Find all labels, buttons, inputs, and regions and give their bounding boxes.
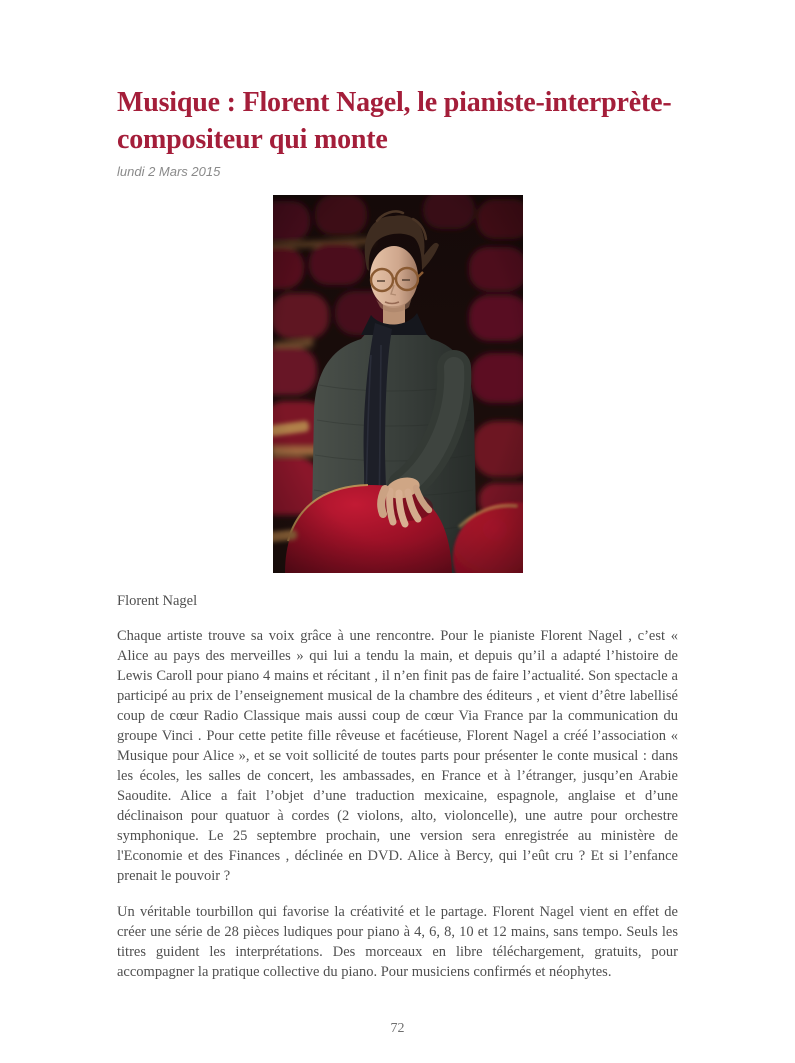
photo-vignette	[273, 195, 523, 573]
article-title: Musique : Florent Nagel, le pianiste-interprète-compositeur qui monte	[117, 87, 672, 155]
article-paragraph-1: Chaque artiste trouve sa voix grâce à une rencontre. Pour le pianiste Florent Nagel , c’est « Alice au pays des merveilles » qui lui a tendu la main, et depuis qu’il a adapté l’histoire de Lewis Caroll pour piano 4 mains et récitant , il n’en finit pas de faire l’actualité. Son spectacle a participé au prix de l’enseignement musical de la chambre des éditeurs , et vient d’être labellisé coup de cœur Radio Classique mais aussi coup de cœur Via France par la communication du groupe Vinci . Pour cette petite fille rêveuse et facétieuse, Florent Nagel a créé l’association « Musique pour Alice », et se voit sollicité de toutes parts pour présenter le conte musical : dans les écoles, les salles de concert, les ambassades, en France et à l’étranger, jusqu’en Arabie Saoudite. Alice a fait l’objet d’une traduction mexicaine, espagnole, anglaise et d’une déclinaison pour quatuor à cordes (2 violons, alto, violoncelle), une autre pour orchestre symphonique. Le 25 septembre prochain, une version sera enregistrée au ministère de l'Economie et des Finances , déclinée en DVD. Alice à Bercy, qui l’eût cru ? Et si l’enfance prenait le pouvoir ?	[117, 628, 678, 884]
article-date: lundi 2 Mars 2015	[117, 164, 221, 179]
article-content	[117, 0, 678, 982]
article-photo	[273, 195, 523, 573]
page-number: 72	[390, 1021, 405, 1036]
photo-caption: Florent Nagel	[117, 593, 198, 609]
article-paragraph-2: Un véritable tourbillon qui favorise la créativité et le partage. Florent Nagel vient en effet de créer une série de 28 pièces ludiques pour piano à 4, 6, 8, 10 et 12 mains, sans tempo. Seuls les titres guident les interprétations. Des morceaux en libre téléchargement, gratuits, pour accompagner la pratique collective du piano. Pour musiciens confirmés et néophytes.	[117, 904, 678, 980]
